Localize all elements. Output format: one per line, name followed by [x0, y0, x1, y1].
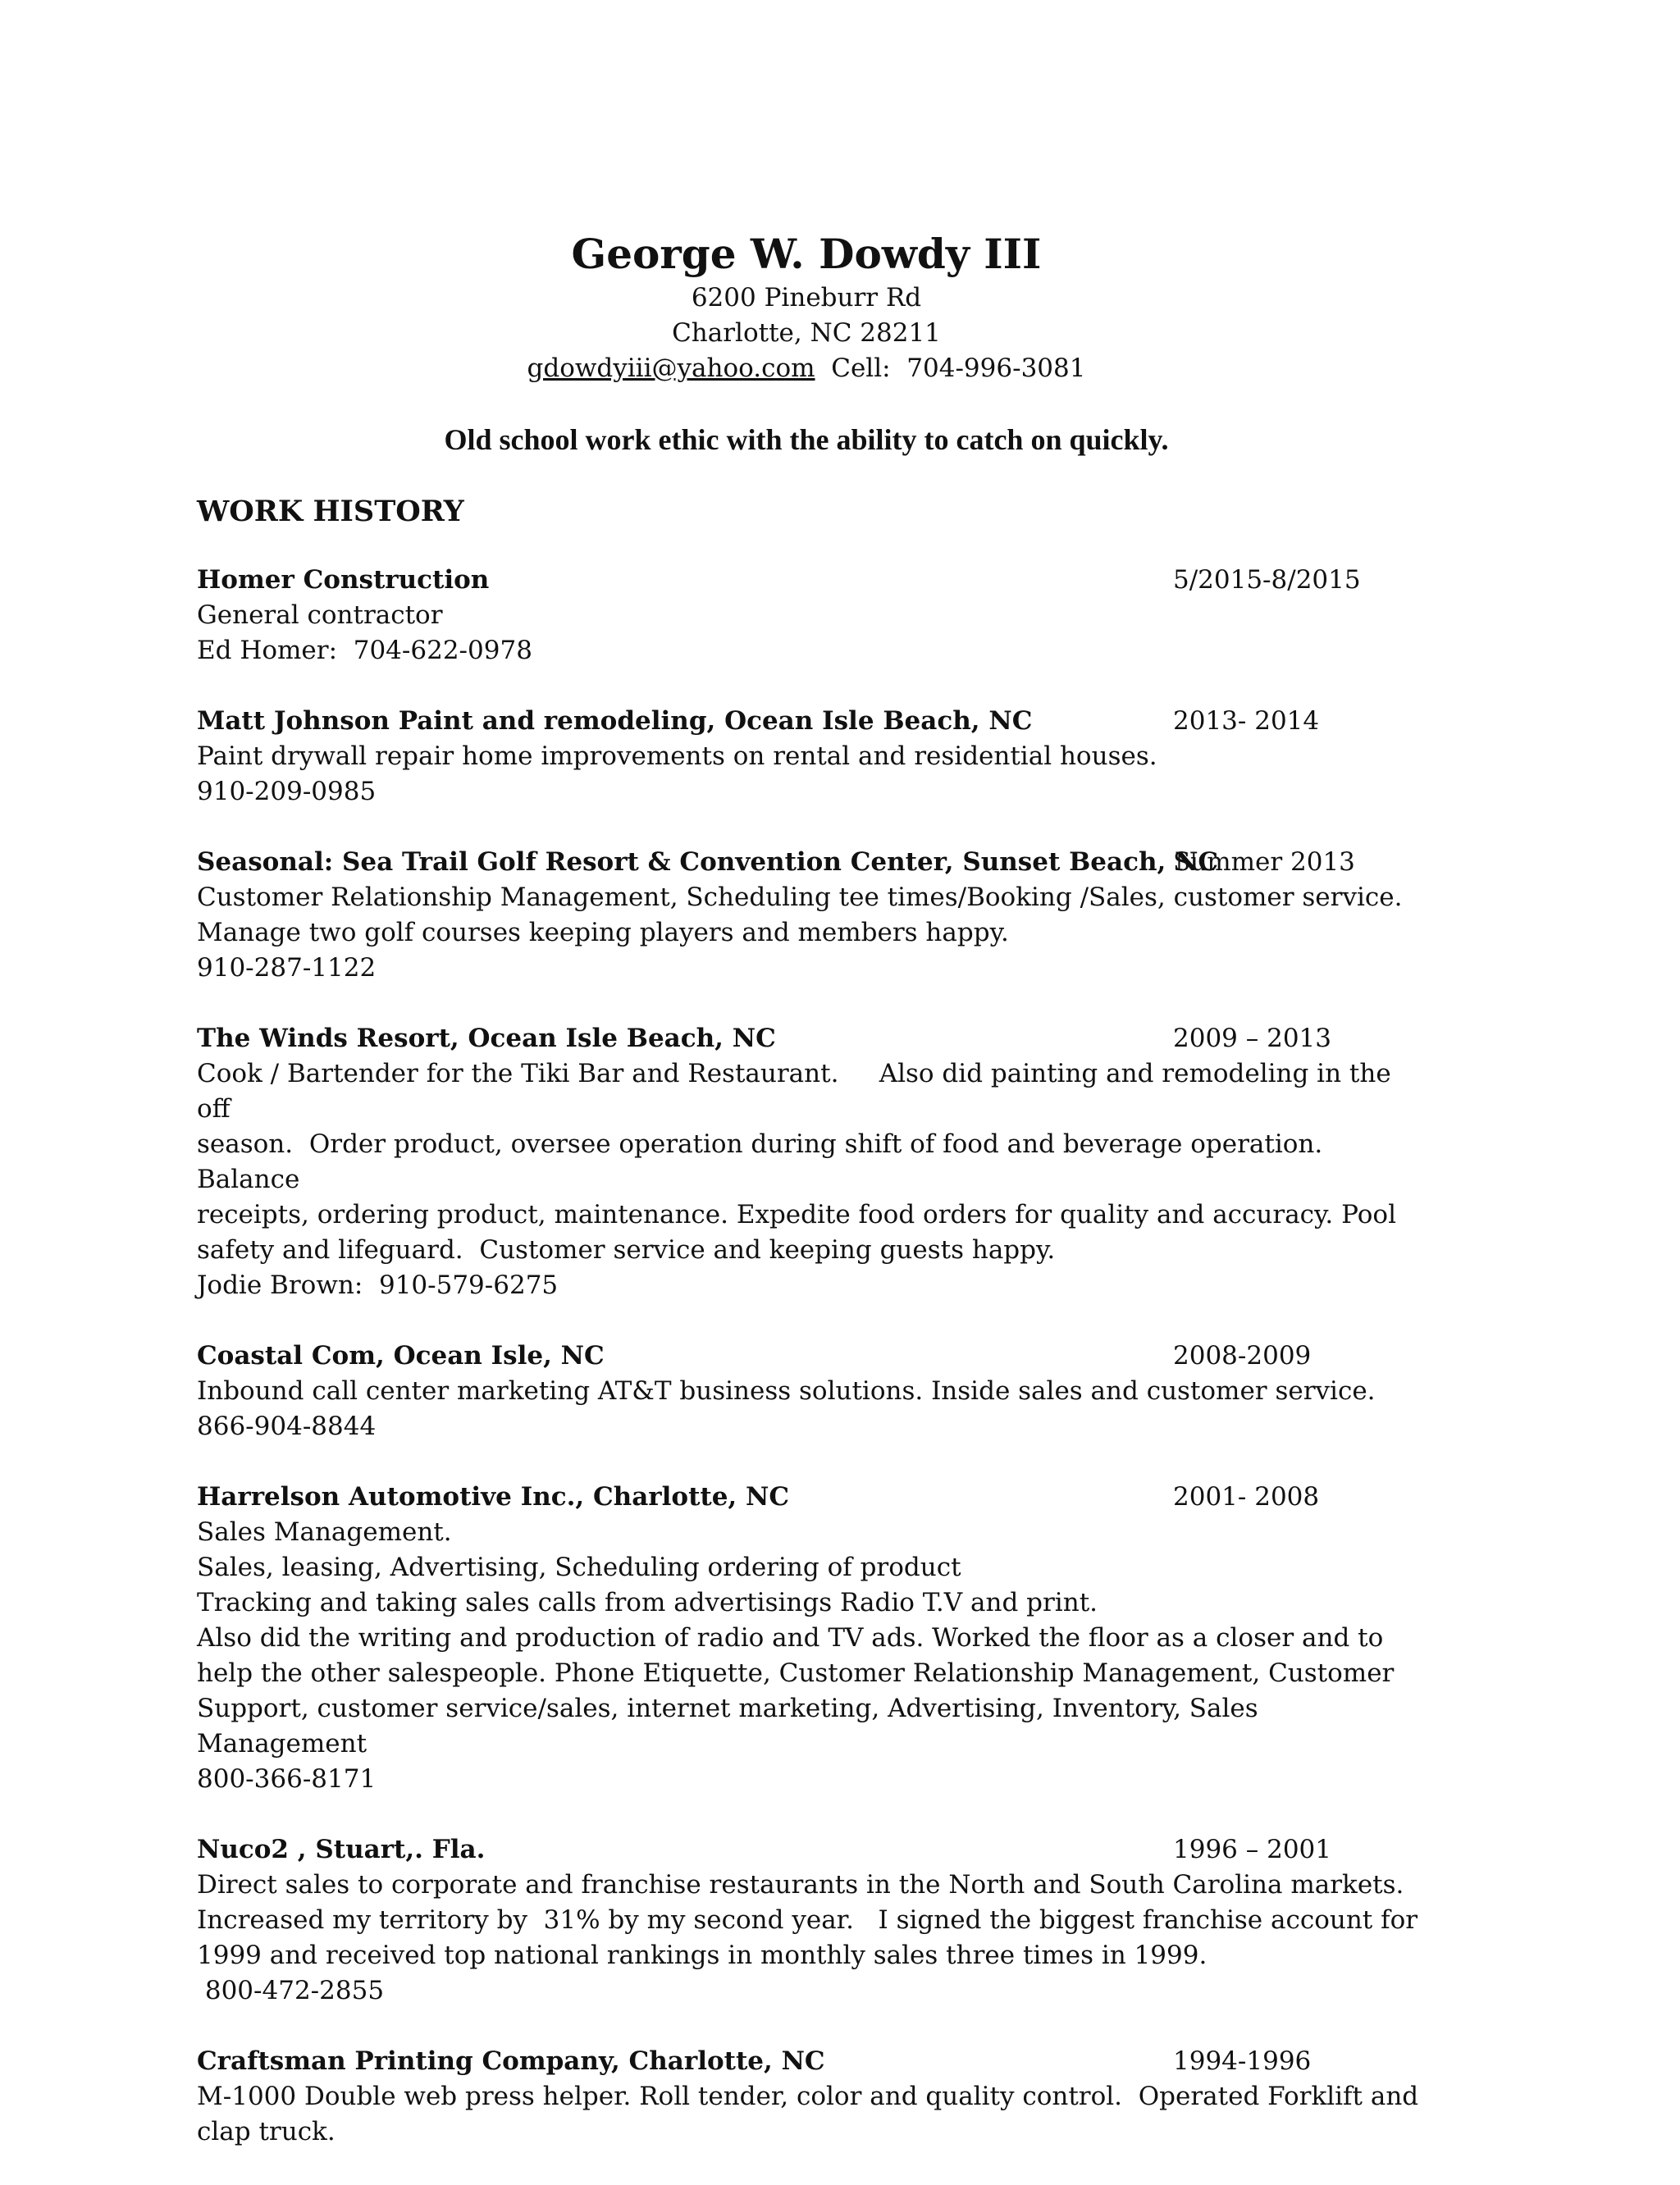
job-detail-line: M-1000 Double web press helper. Roll tender, color and quality control. Operated Forklift and — [197, 2082, 1419, 2111]
job-detail-line: Sales Management. — [197, 1517, 452, 1547]
job-title: Homer Construction — [197, 565, 490, 595]
job-title: Harrelson Automotive Inc., Charlotte, NC — [197, 1482, 790, 1512]
job-title: Coastal Com, Ocean Isle, NC — [197, 1341, 605, 1371]
job-dates: 5/2015-8/2015 — [1173, 565, 1361, 595]
job-entry — [197, 704, 1427, 810]
job-title: Seasonal: Sea Trail Golf Resort & Convention Center, Sunset Beach, NC — [197, 847, 1219, 877]
address-line-1: 6200 Pineburr Rd — [691, 283, 922, 312]
job-dates: 1994-1996 — [1173, 2046, 1312, 2076]
job-dates: 2001- 2008 — [1173, 1482, 1320, 1512]
cell-phone: Cell: 704-996-3081 — [815, 354, 1086, 383]
job-detail-line: 866-904-8844 — [197, 1412, 377, 1441]
job-title: Matt Johnson Paint and remodeling, Ocean Isle Beach, NC — [197, 706, 1033, 736]
job-detail-line: Direct sales to corporate and franchise restaurants in the North and South Carolina markets. — [197, 1870, 1404, 1900]
job-entry — [197, 1021, 1427, 1303]
job-detail-line: Manage two golf courses keeping players and members happy. — [197, 918, 1009, 947]
job-detail-line: 910-287-1122 — [197, 953, 377, 983]
job-detail-line: clap truck. — [197, 2117, 336, 2146]
job-detail-line: safety and lifeguard. Customer service and keeping guests happy. — [197, 1235, 1056, 1265]
email-link[interactable]: gdowdyiii@yahoo.com — [527, 354, 815, 383]
job-title: The Winds Resort, Ocean Isle Beach, NC — [197, 1024, 776, 1053]
contact-line — [0, 351, 1613, 386]
job-detail-line: 1999 and received top national rankings in monthly sales three times in 1999. — [197, 1941, 1208, 1970]
job-list — [197, 563, 1427, 2150]
job-detail-line: Jodie Brown: 910-579-6275 — [197, 1270, 559, 1300]
work-history-section — [197, 492, 1427, 2185]
job-title: Craftsman Printing Company, Charlotte, NC — [197, 2046, 825, 2076]
job-dates: Summer 2013 — [1173, 847, 1355, 877]
job-detail-line: season. Order product, oversee operation during shift of food and beverage operation. Balance — [197, 1129, 1331, 1194]
job-detail-line: 910-209-0985 — [197, 777, 377, 806]
job-entry — [197, 563, 1427, 668]
job-detail-line: Paint drywall repair home improvements on rental and residential houses. — [197, 741, 1157, 771]
job-detail-line: Also did the writing and production of radio and TV ads. Worked the floor as a closer and to — [197, 1623, 1384, 1653]
job-detail-line: receipts, ordering product, maintenance. Expedite food orders for quality and accuracy. Pool — [197, 1200, 1396, 1229]
job-detail-line: Sales, leasing, Advertising, Scheduling ordering of product — [197, 1553, 961, 1582]
job-header — [197, 563, 1427, 598]
job-header — [197, 845, 1427, 880]
job-entry — [197, 2044, 1427, 2150]
job-header — [197, 1832, 1427, 1868]
job-dates: 2009 – 2013 — [1173, 1024, 1331, 1053]
job-entry — [197, 1480, 1427, 1797]
job-title: Nuco2 , Stuart,. Fla. — [197, 1835, 486, 1864]
job-detail-line: Inbound call center marketing AT&T business solutions. Inside sales and customer service. — [197, 1376, 1376, 1406]
section-title: WORK HISTORY — [197, 495, 464, 528]
job-detail-line: Support, customer service/sales, internet marketing, Advertising, Inventory, Sales Management — [197, 1694, 1267, 1758]
job-detail-line: Tracking and taking sales calls from advertisings Radio T.V and print. — [197, 1588, 1098, 1617]
job-detail-line: help the other salespeople. Phone Etiquette, Customer Relationship Management, Customer — [197, 1658, 1395, 1688]
job-entry — [197, 1832, 1427, 2009]
job-detail-line: Cook / Bartender for the Tiki Bar and Restaurant. Also did painting and remodeling in the off — [197, 1059, 1399, 1124]
job-dates: 1996 – 2001 — [1173, 1835, 1331, 1864]
job-detail-line: Increased my territory by 31% by my second year. I signed the biggest franchise account for — [197, 1905, 1418, 1935]
job-dates: 2013- 2014 — [1173, 706, 1320, 736]
job-dates: 2008-2009 — [1173, 1341, 1312, 1371]
job-header — [197, 1021, 1427, 1056]
job-header — [197, 704, 1427, 739]
applicant-name: George W. Dowdy III — [571, 230, 1042, 278]
address-line-2: Charlotte, NC 28211 — [672, 318, 941, 348]
job-detail-line: Ed Homer: 704-622-0978 — [197, 636, 532, 665]
job-entry — [197, 1339, 1427, 1444]
job-header — [197, 1339, 1427, 1374]
job-detail-line: 800-472-2855 — [197, 1976, 385, 2005]
job-header — [197, 1480, 1427, 1515]
resume-header — [0, 228, 1613, 386]
job-header — [197, 2044, 1427, 2079]
job-detail-line: 800-366-8171 — [197, 1764, 377, 1794]
job-detail-line: General contractor — [197, 600, 443, 630]
tagline: Old school work ethic with the ability to catch on quickly. — [444, 423, 1169, 456]
job-entry — [197, 845, 1427, 986]
job-detail-line: Customer Relationship Management, Scheduling tee times/Booking /Sales, customer service. — [197, 883, 1403, 912]
